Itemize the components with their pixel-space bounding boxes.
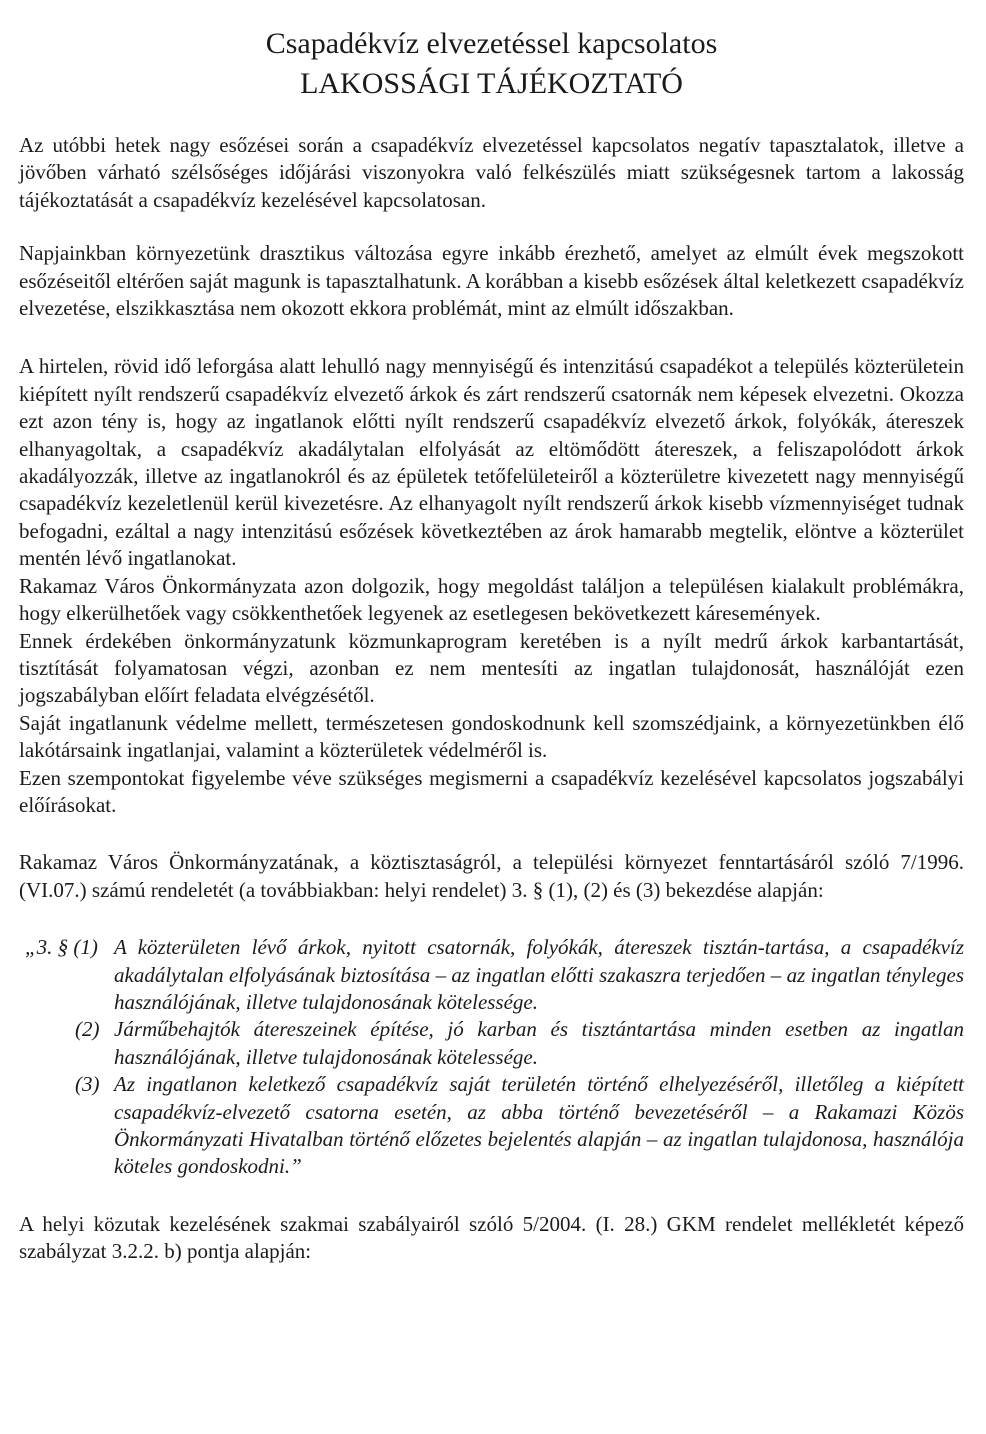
- paragraph-municipality-efforts: Rakamaz Város Önkormányzata azon dolgozik, hogy megoldást találjon a településen kialakult problémákra, hogy elkerülhetőek vagy csökkenthetőek legyenek az esetlegesen bekövetkezett káresemények.: [19, 573, 964, 626]
- paragraph-context: Napjainkban környezetünk drasztikus változása egyre inkább érezhető, amelyet az elmúlt évek megszokott esőzéseitől eltérően saját magunk is tapasztalhatunk. A korábban a kisebb esőzések által keletkezett csapadékvíz elvezetése, elszikkasztása nem okozott ekkora problémát, mint az elmúlt időszakban.: [19, 241, 964, 321]
- paragraph-intro: Az utóbbi hetek nagy esőzései során a csapadékvíz elvezetéssel kapcsolatos negatív tapasztalatok, illetve a jövőben várható szélsőséges időjárási viszonyokra való felkészülés miatt szükségesnek tartom a lakosság tájékoztatását a csapadékvíz kezelésével kapcsolatosan.: [19, 133, 964, 212]
- paragraph-problem-description: A hirtelen, rövid idő leforgása alatt lehulló nagy mennyiségű és intenzitású csapadékot a település közterületein kiépített nyílt rendszerű csapadékvíz elvezető árkok és zárt rendszerű csatornák nem képesek elvezetni. Okozza ezt azon tény is, hogy az ingatlanok előtti nyílt rendszerű csapadékvíz elvezető árkok, folyókák, átereszek elhanyagoltak, a csapadékvíz akadálytalan elfolyását az eltömődött átereszek, a feliszapolódott árkok akadályozzák, illetve az ingatlanokról és az épületek tetőfelületeiről a közterületre kivezetett nagy mennyiségű csapadékvíz kezeletlenül kerül kivezetésre. Az elhanyagolt nyílt rendszerű árkok kisebb vízmennyiséget tudnak befogadni, ezáltal a nagy intenzitású esőzések következtében az árok hamarabb megtelik, elöntve a közterület mentén lévő ingatlanokat.: [19, 354, 964, 571]
- quote-item-1-marker: „3. § (1): [25, 935, 98, 960]
- paragraph-public-works: Ennek érdekében önkormányzatunk közmunkaprogram keretében is a nyílt medrű árkok karbantartását, tisztítását folyamatosan végzi, azonban ez nem mentesíti az ingatlan tulajdonosát, használóját ezen jogszabályban előírt feladata elvégzésétől.: [19, 628, 964, 708]
- quote-item-1: [19, 934, 964, 1016]
- quote-item-3-text: Az ingatlanon keletkező csapadékvíz saját területén történő elhelyezéséről, illetőleg a kiépített csapadékvíz-elvezető csatorna esetén, az abba történő bevezetéséről – a Rakamazi Közös Önkormányzati Hivatalban történő előzetes bejelentés alapján – az ingatlan tulajdonosa, használója köteles gondoskodni.”: [114, 1072, 964, 1179]
- quote-item-2-text: Járműbehajtók átereszeinek építése, jó karban és tisztántartása minden esetben az ingatlan használójának, illetve tulajdonosának kötelessége.: [114, 1017, 964, 1069]
- quote-item-1-text: A közterületen lévő árkok, nyitott csatornák, folyókák, átereszek tisztán-tartása, a csapadékvíz akadálytalan elfolyásának biztosítása – az ingatlan előtti szakaszra terjedően – az ingatlan tényleges használójának, illetve tulajdonosának kötelessége.: [114, 935, 964, 1014]
- paragraph-local-decree-intro: Rakamaz Város Önkormányzatának, a köztisztaságról, a települési környezet fenntartásáról szóló 7/1996. (VI.07.) számú rendeletét (a továbbiakban: helyi rendelet) 3. § (1), (2) és (3) bekezdése alapján:: [19, 850, 964, 902]
- quote-item-2-marker: (2): [75, 1017, 100, 1042]
- quote-item-3-marker: (3): [75, 1072, 100, 1097]
- paragraph-regulations-note: Ezen szempontokat figyelembe véve szükséges megismerni a csapadékvíz kezelésével kapcsolatos jogszabályi előírásokat.: [19, 765, 964, 817]
- paragraph-protection-duty: Saját ingatlanunk védelme mellett, természetesen gondoskodnunk kell szomszédjaink, a környezetünkben élő lakótársaink ingatlanjai, valamint a közterületek védelméről is.: [19, 710, 964, 763]
- document-title: [19, 24, 964, 104]
- legal-quote: [19, 934, 964, 1181]
- document-title-line2: LAKOSSÁGI TÁJÉKOZTATÓ: [300, 67, 683, 100]
- problem-section: [19, 353, 964, 819]
- quote-item-3: [19, 1071, 964, 1181]
- quote-item-2: [19, 1016, 964, 1071]
- document-title-line1: Csapadékvíz elvezetéssel kapcsolatos: [265, 27, 718, 60]
- paragraph-gkm-decree-intro: A helyi közutak kezelésének szakmai szabályairól szóló 5/2004. (I. 28.) GKM rendelet mellékletét képező szabályzat 3.2.2. b) pontja alapján:: [19, 1211, 964, 1264]
